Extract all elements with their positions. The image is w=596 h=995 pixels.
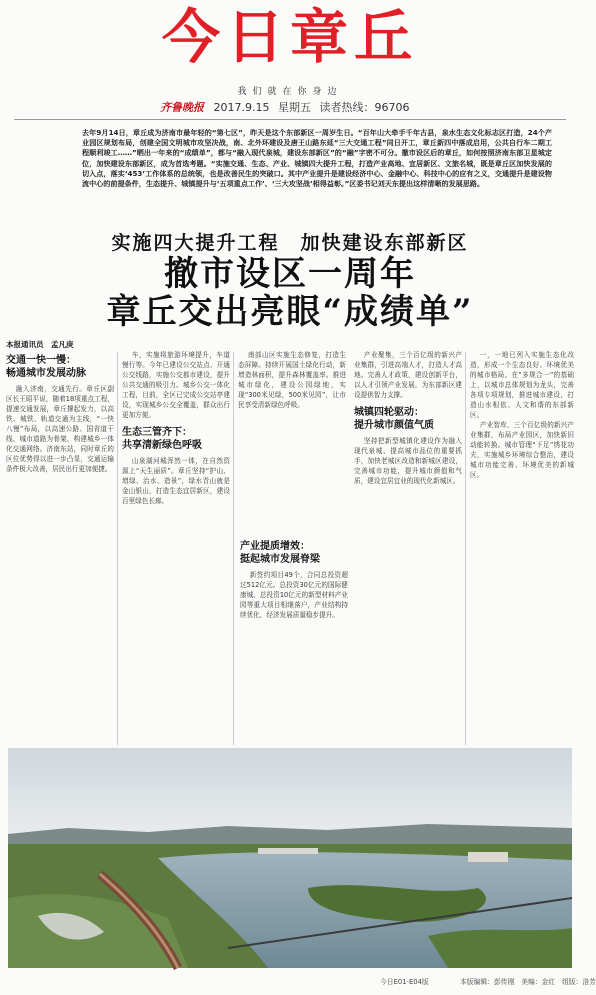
- masthead: [0, 0, 580, 118]
- issue-weekday: 星期五: [277, 101, 311, 114]
- wetland-landscape-image: [8, 748, 572, 968]
- headline-line-1: 撤市设区一周年: [164, 254, 416, 294]
- reader-hotline: 读者热线：96706: [319, 101, 410, 114]
- column-text: 产业聚集，三个百亿级的新兴产业集群，引进高端人才，打造人才高地。完善人才政策，建设创新平台，以人才引领产业发展，为东部新区建设提供智力支撑。: [354, 351, 462, 399]
- column-text: 一，一地已列入实施生态化改造，形成一个生态良好、环境优美的城市格局。在“多规合一”的基础上，以城市总体规划为龙头，完善各项专项规划，推进城市建设，打造山水相依、人文和谐的东部新区。: [470, 351, 574, 419]
- subhead-transport: 交通一快一慢： 畅通城市发展动脉: [6, 355, 86, 379]
- article-column-5: [354, 350, 462, 486]
- masthead-divider: [14, 119, 566, 120]
- masthead-title: 今日章丘: [161, 3, 418, 71]
- article-column-4: [240, 534, 348, 620]
- lead-paragraph: 去年9月14日，章丘成为济南市最年轻的“第七区”，昨天是这个东部新区一周岁生日。“百年山大牵手千年古县，泉水生态文化标志区打造，24个产业园区规划布局，创建全国文明城市攻坚决战，南、北外环建设及唐王山路东延“三大交通工程”同日开工，章丘新四中落成启用，公共自行车二期工程顺利竣工……”晒出一年来的“成绩单”，都与“融入现代泉城，建设东部新区”的“融”字密不可分。撤市设区后的章丘，如何按照济南东部卫星城定位，加快建设东部新区，成为首选考题。“实施交通、生态、产业、城镇四大提升工程，打造产业高地、宜居新区、文旅名城，既是章丘区加快发展的切入点，落实‘453’工作体系的总统领，也是改善民生的突破口。其中产业提升是建设经济中心、金融中心、科技中心的应有之义，交通提升是建设物流中心的前提条件，生态提升、城镇提升与‘五项重点工作’、‘三大攻坚战’相得益彰。”区委书记刘天东提出这样清晰的发展思路。: [82, 128, 552, 189]
- footer-staff: 本版编辑：彭传刚 美编：金红 组版：洛芳: [460, 978, 596, 986]
- column-divider: [117, 352, 118, 745]
- article-column-3: [238, 350, 346, 410]
- issue-date: 2017.9.15: [213, 101, 270, 114]
- column-text: 融入济南，交通先行。章丘区副区长王昭平说，随着18项重点工程，提速交通发展，章丘撑起发力，以高铁、城铁、轨道交通为主线，“一快八慢”布局，以高速公路、国省道干线、城市道路为骨架，构建城乡一体化交通网络。济南东站，同时章丘的区位优势得以进一步凸显，交通运输条件极大改善，居民出行更加便捷。: [6, 385, 114, 473]
- column-divider: [233, 352, 234, 745]
- issue-info-bar: [160, 99, 414, 115]
- article-column-6: [470, 350, 574, 480]
- column-text: 新签约项目49个，合同总投资超过512亿元。总投资30亿元的国际健康城、总投资10亿元的新型材料产业园等重大项目相继落户，产业结构持续优化，经济发展质量稳步提升。: [240, 571, 348, 619]
- column-text: 车，实施将旅游环境提升，车道慢行等。今年已建设公交站点、开通公交线路，实施公交都市建设，提升公共交通的吸引力。城乡公交一体化工程，目前，全区已完成公交站亭建设，实现城乡公交全覆盖，群众出行更加方便。: [122, 351, 230, 419]
- column-text: 南部山区实施生态修复，打造生态屏障。持续开展国土绿化行动，新增造林面积，提升森林覆盖率。推进城市绿化，建设公园绿地，实现“300米见绿，500米见园”，让市民享受清新绿色呼吸。: [238, 351, 346, 409]
- byline: 本报通讯员 孟凡庚: [6, 340, 74, 349]
- headline-line-2: 章丘交出亮眼“成绩单”: [106, 292, 474, 332]
- column-divider: [465, 352, 466, 745]
- subhead-urban: 城镇四轮驱动： 提升城市颜值气质: [354, 407, 434, 431]
- column-text: 山泉湖河城浑然一体，在自然资源上“天生丽质”。章丘坚持“护山、增绿、治水、造景”，绿水青山就是金山银山，打造生态宜居新区，建设百里绿色长廊。: [122, 457, 230, 505]
- column-text: 产业智库，三个百亿级的新兴产业集群，布局产业园区，加快新旧动能转换。城市管理“下足”绣花功夫，实施城乡环境综合整治，建设城市功能完善、环境优美的新城区。: [470, 421, 574, 479]
- subhead-industry: 产业提质增效： 挺起城市发展脊梁: [240, 541, 320, 565]
- masthead-tagline: 我们就在你身边: [237, 87, 343, 97]
- article-column-1: [6, 354, 114, 474]
- article-column-2: [122, 350, 230, 506]
- column-text: 坚持把新型城镇化建设作为融入现代泉城、提高城市品位的重要抓手，加快老城区改造和新城区建设，完善城市功能，提升城市颜值和气质，建设宜居宜业的现代化新城区。: [354, 437, 462, 485]
- footer-pages: 今日E01-E04版: [380, 978, 429, 986]
- headline-kicker: 实施四大提升工程 加快建设东部新区: [111, 232, 469, 254]
- paper-name: 齐鲁晚报: [160, 101, 204, 114]
- subhead-ecology: 生态三管齐下： 共享清新绿色呼吸: [122, 427, 202, 451]
- aerial-wetland-photo: [8, 748, 572, 968]
